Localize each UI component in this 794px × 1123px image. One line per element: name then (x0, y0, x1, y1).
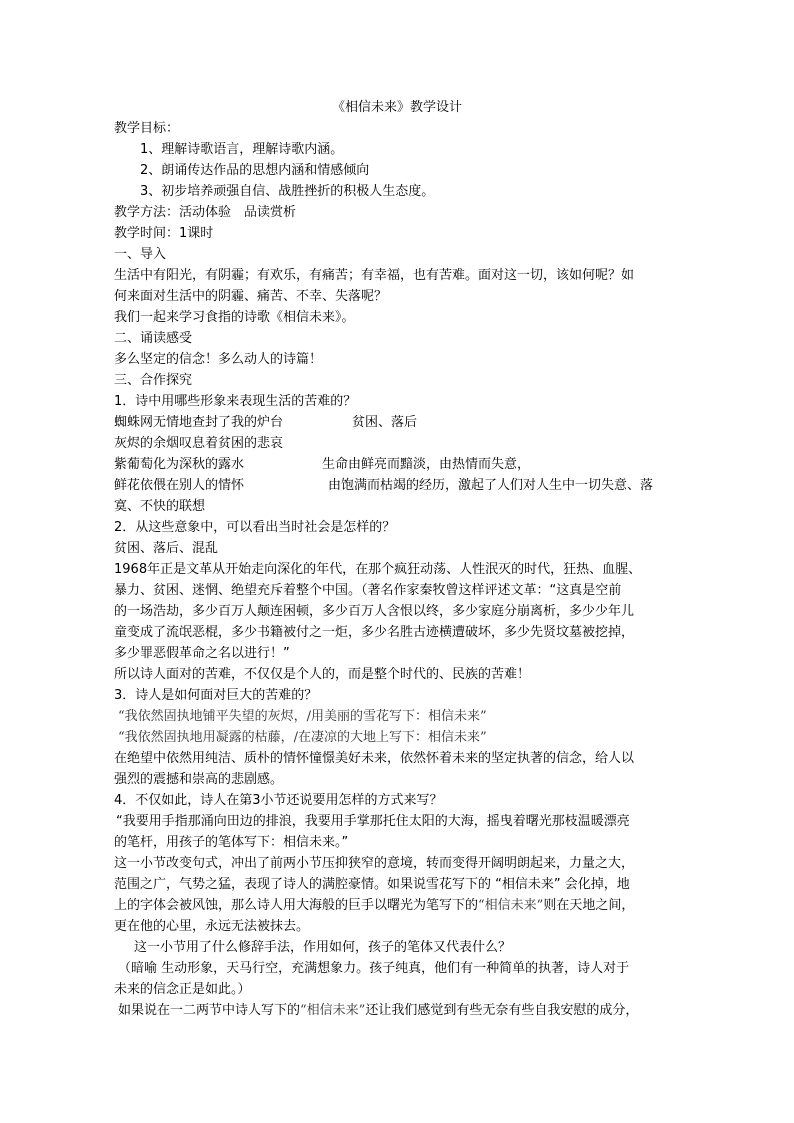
paragraph-line: 生活中有阳光，有阴霾；有欢乐，有痛苦；有幸福，也有苦难。面对这一切，该如何呢？如 (114, 268, 635, 283)
text-run: 则在天地之间， (543, 898, 635, 913)
goal-item: 1、理解诗歌语言，理解诗歌内涵。 (140, 142, 344, 157)
paragraph-line (114, 896, 634, 916)
teaching-time: 教学时间：1课时 (114, 226, 214, 241)
paragraph-line: 何来面对生活中的阴霾、痛苦、不幸、失落呢？ (114, 289, 388, 304)
image-line: 蜘蛛网无情地查封了我的炉台 (114, 415, 284, 430)
paragraph-line: 童变成了流氓恶棍，多少书籍被付之一炬，多少名胜古迹横遭破坏，多少先贤坟墓被挖掉， (114, 625, 635, 640)
image-line: 灰烬的余烟叹息着贫困的悲哀 (114, 436, 284, 451)
teaching-method: 教学方法：活动体验 品读赏析 (114, 205, 297, 220)
paragraph-line: 更在他的心里，永远无法被抹去。 (114, 919, 310, 934)
image-meaning: 生命由鲜亮而黯淡，由热情而失意， (322, 457, 531, 472)
image-meaning: 贫困、落后 (352, 415, 418, 430)
text-run: 还让我们感觉到有些无奈有些自我安慰的成分， (365, 1003, 639, 1018)
paragraph-line: 未来的信念正是如此。） (114, 982, 251, 997)
question-line: 4．不仅如此，诗人在第3小节还说要用怎样的方式来写？ (114, 793, 443, 808)
poem-quote: “我依然固执地铺平失望的灰烬，/用美丽的雪花写下：相信未来” (118, 709, 487, 724)
image-meaning: 寞、不快的联想 (114, 499, 206, 514)
paragraph-line (118, 1001, 638, 1021)
paragraph-line: （暗喻 生动形象，天马行空，充满想象力。孩子纯真，他们有一种简单的执著，诗人对于 (118, 961, 630, 976)
paragraph-line: 强烈的震撼和崇高的悲剧感。 (114, 772, 284, 787)
section-heading: 三、合作探究 (114, 373, 193, 388)
paragraph-line: 的一场浩劫，多少百万人颠连困顿，多少百万人含恨以终，多少家庭分崩离析，多少少年儿 (114, 604, 635, 619)
answer-line: 贫困、落后、混乱 (114, 541, 219, 556)
paragraph-line: 暴力、贫困、迷惘、绝望充斥着整个中国。（著名作家秦牧曾这样评述文革：“这真是空前 (114, 583, 622, 598)
question-line: 2．从这些意象中，可以看出当时社会是怎样的？ (114, 520, 396, 535)
poem-quote: “我依然固执地用凝露的枯藤，/在凄凉的大地上写下：相信未来” (118, 730, 487, 745)
paragraph-line: 多少罪恶假革命之名以进行！” (114, 646, 290, 661)
section-heading: 一、导入 (114, 247, 167, 262)
inline-quote: “相信未来” (300, 1003, 366, 1018)
image-line: 鲜花依偎在别人的情怀 (114, 478, 245, 493)
question-line: 3．诗人是如何面对巨大的苦难的？ (114, 688, 318, 703)
text-run: 上的字体会被风蚀，那么诗人用大海般的巨手以曙光为笔写下的 (114, 898, 479, 913)
paragraph-line: “我要用手指那涌向田边的排浪，我要用手掌那托住太阳的大海，摇曳着曙光那枝温暖漂亮 (116, 814, 630, 829)
paragraph-line: 1968年正是文革从开始走向深化的年代，在那个疯狂动荡、人性泯灭的时代，狂热、血腥、 (114, 562, 642, 577)
image-line: 紫葡萄化为深秋的露水 (114, 457, 245, 472)
text-run: 如果说在一二两节中诗人写下的 (118, 1003, 301, 1018)
paragraph-line: 范围之广，气势之猛，表现了诗人的满腔豪情。如果说雪花写下的 “相信未来” 会化掉，地 (114, 877, 630, 892)
paragraph-line: 所以诗人面对的苦难，不仅仅是个人的，而是整个时代的、民族的苦难！ (114, 667, 531, 682)
goals-heading: 教学目标： (114, 121, 180, 136)
paragraph-line: 在绝望中依然用纯洁、质朴的情怀憧憬美好未来，依然怀着未来的坚定执著的信念，给人以 (114, 751, 635, 766)
paragraph-line: 我们一起来学习食指的诗歌《相信未来》。 (114, 310, 355, 325)
paragraph-line: 这一小节改变句式，冲出了前两小节压抑狭窄的意境，转而变得开阔明朗起来，力量之大， (114, 856, 635, 871)
section-heading: 二、诵读感受 (114, 331, 193, 346)
document-title: 《相信未来》教学设计 (331, 100, 462, 115)
paragraph-line: 多么坚定的信念！多么动人的诗篇！ (114, 352, 323, 367)
paragraph-line: 的笔杆，用孩子的笔体写下：相信未来。” (114, 835, 349, 850)
inline-quote: “相信未来” (478, 898, 544, 913)
paragraph-line: 这一小节用了什么修辞手法，作用如何，孩子的笔体又代表什么？ (134, 940, 512, 955)
question-line: 1．诗中用哪些形象来表现生活的苦难的？ (114, 394, 357, 409)
goal-item: 2、朗诵传达作品的思想内涵和情感倾向 (140, 163, 370, 178)
goal-item: 3、初步培养顽强自信、战胜挫折的积极人生态度。 (140, 184, 435, 199)
image-meaning: 由饱满而枯竭的经历，激起了人们对人生中一切失意、落 (328, 478, 654, 493)
